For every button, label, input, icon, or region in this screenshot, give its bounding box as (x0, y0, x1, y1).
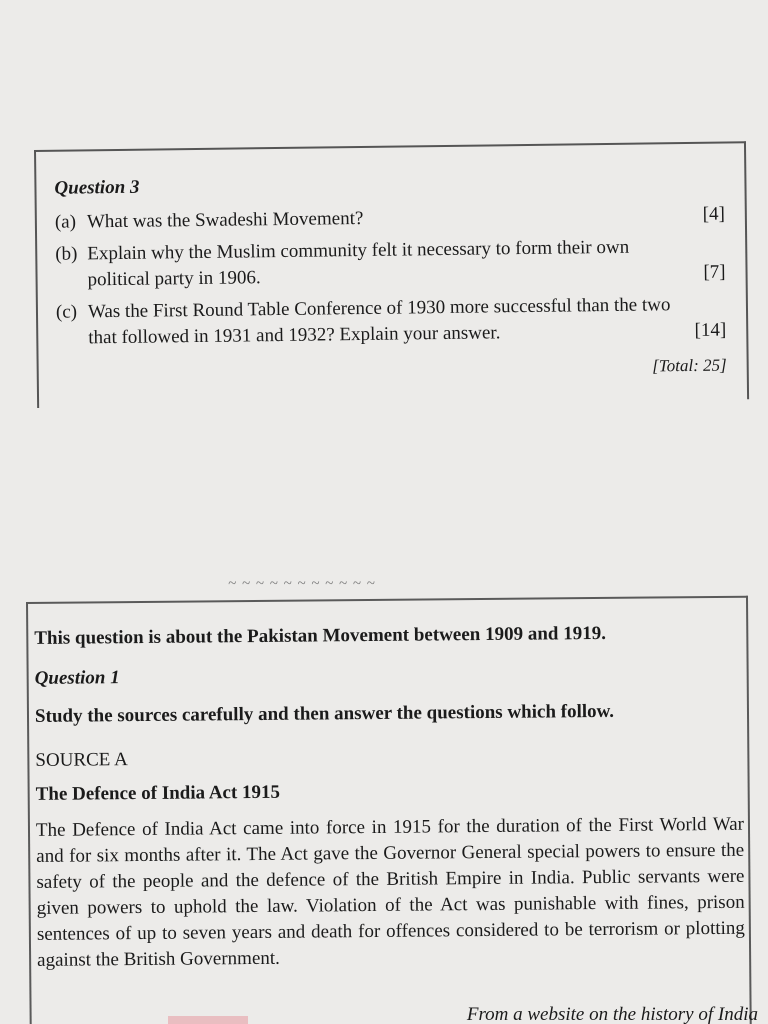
source-attribution: From a website on the history of India (466, 1004, 758, 1024)
source-label: SOURCE A (35, 749, 128, 771)
pakistan-movement-content (34, 622, 745, 974)
question-3-content (54, 170, 728, 384)
section-intro: This question is about the Pakistan Movement between 1909 and 1919. (34, 622, 607, 649)
red-highlight-mark (168, 1016, 248, 1024)
pakistan-movement-box (26, 596, 752, 1024)
question-3-box (34, 141, 749, 408)
question-1-heading: Question 1 (34, 667, 120, 689)
part-letter: (b) (55, 243, 78, 265)
part-marks: [14] (694, 319, 727, 341)
instruction-text: Study the sources carefully and then answer the questions which follow. (34, 700, 615, 727)
total-marks: [Total: 25] (652, 355, 727, 376)
source-title: The Defence of India Act 1915 (35, 781, 281, 805)
question-3-heading: Question 3 (54, 176, 140, 199)
question-part-c (56, 292, 729, 352)
question-part-a (55, 202, 727, 236)
part-letter: (a) (54, 211, 77, 233)
part-marks: [7] (703, 261, 726, 283)
part-text: Was the First Round Table Conference of 1930 more successful than the two that followed in 1931 and 1932? Explain your answer. (87, 294, 671, 349)
part-letter: (c) (55, 301, 78, 323)
part-text: What was the Swadeshi Movement? (86, 207, 364, 233)
source-text: The Defence of India Act came into force in 1915 for the duration of the First World War and for six months after it. The Act gave the Governor General special powers to ensure the safety of the people and the defence of the British Empire in India. Public servants were given powers to uphold the law. Violation of the Act was punishable with fines, prison sentences of up to seven years and death for offences considered to be terrorism or plotting against the British Government. (35, 813, 745, 971)
part-marks: [4] (702, 203, 725, 225)
part-text: Explain why the Muslim community felt it necessary to form their own political party in 1906. (87, 236, 630, 291)
question-part-b (55, 234, 728, 294)
page-edge-tab-lower (0, 971, 18, 974)
faded-heading-fragment: ~ ~ ~ ~ ~ ~ ~ ~ ~ ~ ~ (228, 576, 376, 588)
